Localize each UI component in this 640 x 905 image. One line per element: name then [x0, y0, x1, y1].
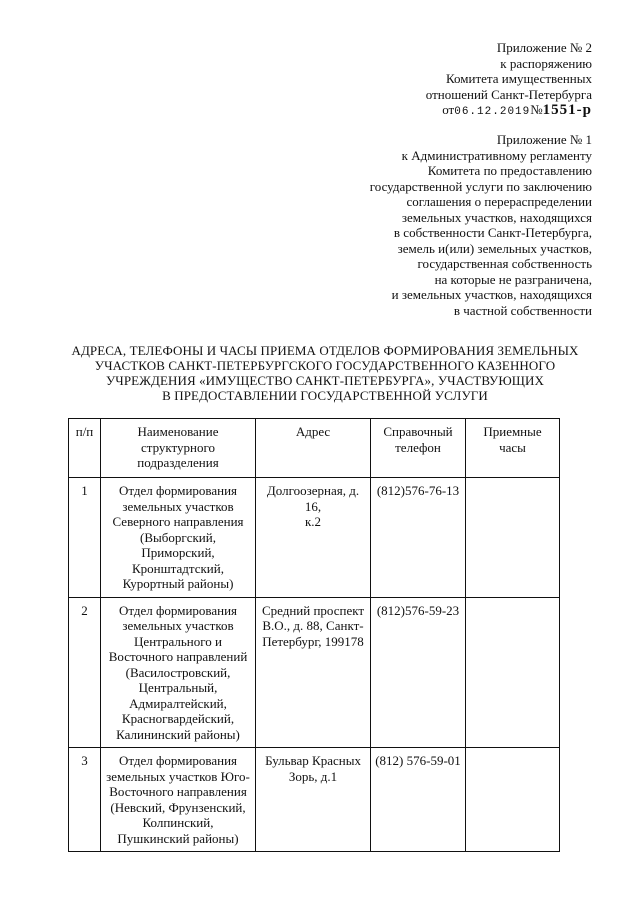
table-row	[69, 597, 560, 748]
cell-address: Бульвар Красных Зорь, д.1	[256, 748, 371, 852]
cell-name: Отдел формирования земельных участков Юго- Восточного направления (Невский, Фрунзенский, Колпинский, Пушкинский районы)	[101, 748, 256, 852]
appendix-2-header	[426, 40, 592, 121]
date-value: 06.12.2019	[454, 106, 531, 118]
cell-phone: (812) 576-59-01	[371, 748, 466, 852]
appendix-2-line: Приложение № 2	[496, 40, 592, 55]
cell-phone: (812)576-76-13	[371, 478, 466, 598]
appendix-1-line: к Административному регламенту	[401, 147, 592, 163]
departments-table	[68, 418, 560, 852]
cell-num: 3	[69, 748, 101, 852]
appendix-1-line: в частной собственности	[453, 302, 592, 318]
header-hours: Приемные часы	[466, 419, 560, 478]
title-line: АДРЕСА, ТЕЛЕФОНЫ И ЧАСЫ ПРИЕМА ОТДЕЛОВ ФОРМИРОВАНИЯ ЗЕМЕЛЬНЫХ	[71, 343, 579, 358]
appendix-2-line: отношений Санкт-Петербурга	[425, 86, 592, 102]
appendix-1-line: государственная собственность	[417, 256, 592, 271]
header-phone: Справочный телефон	[371, 419, 466, 478]
document-title	[60, 343, 590, 403]
appendix-1-line: и земельных участков, находящихся	[391, 287, 592, 302]
title-line: В ПРЕДОСТАВЛЕНИИ ГОСУДАРСТВЕННОЙ УСЛУГИ	[162, 388, 488, 403]
cell-name: Отдел формирования земельных участков Северного направления (Выборгский, Приморский, Кронштадтский, Курортный районы)	[101, 478, 256, 598]
appendix-1-line: земельных участков, находящихся	[401, 209, 592, 225]
appendix-1-line: земель и(или) земельных участков,	[397, 240, 592, 256]
appendix-2-line: Комитета имущественных	[446, 71, 592, 86]
appendix-1-line: Комитета по предоставлению	[427, 163, 592, 178]
cell-hours	[466, 478, 560, 598]
table-row	[69, 478, 560, 598]
date-prefix: от	[442, 102, 455, 117]
table-row	[69, 748, 560, 852]
cell-phone: (812)576-59-23	[371, 597, 466, 748]
title-line: УЧАСТКОВ САНКТ-ПЕТЕРБУРГСКОГО ГОСУДАРСТВЕННОГО КАЗЕННОГО	[94, 358, 556, 373]
appendix-1-line: на которые не разграничена,	[434, 271, 592, 287]
cell-num: 1	[69, 478, 101, 598]
cell-address: Долгоозерная, д. 16, к.2	[256, 478, 371, 598]
appendix-2-date-line	[426, 102, 592, 121]
cell-hours	[466, 597, 560, 748]
header-address: Адрес	[256, 419, 371, 478]
cell-address: Средний проспект В.О., д. 88, Санкт- Петербург, 199178	[256, 597, 371, 748]
appendix-1-line: соглашения о перераспределении	[406, 194, 592, 209]
cell-name: Отдел формирования земельных участков Центрального и Восточного направлений (Василостровский, Центральный, Адмиралтейский, Красногвардейский, Калининский районы)	[101, 597, 256, 748]
number-prefix: №	[530, 102, 543, 117]
appendix-1-line: в собственности Санкт-Петербурга,	[393, 225, 592, 240]
number-value: 1551-р	[542, 102, 592, 118]
appendix-2-line: к распоряжению	[500, 55, 592, 71]
cell-hours	[466, 748, 560, 852]
title-line: УЧРЕЖДЕНИЯ «ИМУЩЕСТВО САНКТ-ПЕТЕРБУРГА», УЧАСТВУЮЩИХ	[106, 373, 544, 388]
appendix-1-line: Приложение № 1	[496, 132, 592, 147]
header-name: Наименование структурного подразделения	[101, 419, 256, 478]
appendix-1-header	[370, 132, 592, 318]
table-header-row	[69, 419, 560, 478]
cell-num: 2	[69, 597, 101, 748]
header-num: п/п	[69, 419, 101, 478]
appendix-1-line: государственной услуги по заключению	[369, 178, 592, 194]
